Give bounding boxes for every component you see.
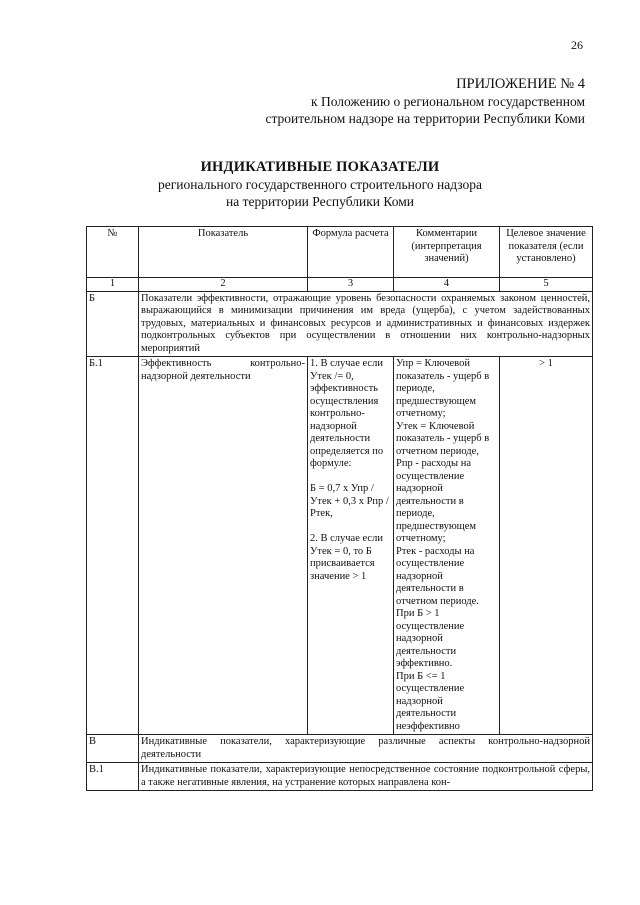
- title-heading: ИНДИКАТИВНЫЕ ПОКАЗАТЕЛИ: [200, 159, 440, 175]
- row-number: В.1: [87, 763, 139, 791]
- header-target: Целевое значение показателя (если установлено): [500, 227, 593, 278]
- row-section-text: Индикативные показатели, характеризующие различные аспекты контрольно-надзорной деятельности: [139, 735, 593, 763]
- row-section-text: Показатели эффективности, отражающие уровень безопасности охраняемых законом ценностей, выражающийся в минимизации причинения им вреда (ущерба), с учетом задействованных трудовых, материальных и финансовых ресурсов и административных и финансовых издержек подконтрольных субъектов при осуществлении в отношении них контрольно-надзорных мероприятий: [139, 291, 593, 357]
- table-row: [87, 763, 593, 791]
- header-formula: Формула расчета: [308, 227, 394, 278]
- row-number: Б: [87, 291, 139, 357]
- table-row: [87, 735, 593, 763]
- header-number: №: [87, 227, 139, 278]
- title-line-2: на территории Республики Коми: [226, 194, 414, 209]
- appendix-line-1: к Положению о региональном государственном: [311, 94, 585, 109]
- title-line-1: регионального государственного строительного надзора: [158, 177, 482, 192]
- column-number-row: [87, 278, 593, 292]
- document-title: [0, 159, 640, 210]
- row-comment: Упр = Ключевой показатель - ущерб в периоде, предшествующем отчетному; Утек = Ключевой показатель - ущерб в отчетном периоде, Рпр - расходы на осуществление надзорной деятельности в периоде, предшествующем отчетному; Ртек - расходы на осуществление надзорной деятельности в отчетном периоде. При Б > 1 осуществление надзорной деятельности эффективно. При Б <= 1 осуществление надзорной деятельности неэффективно: [394, 357, 500, 735]
- table-row: [87, 357, 593, 735]
- table-row: [87, 291, 593, 357]
- row-number: Б.1: [87, 357, 139, 735]
- row-indicator: Эффективность контрольно-надзорной деятельности: [139, 357, 308, 735]
- table-header-row: [87, 227, 593, 278]
- row-target: > 1: [500, 357, 593, 735]
- column-number: 5: [500, 278, 593, 292]
- header-comment: Комментарии (интерпретация значений): [394, 227, 500, 278]
- appendix-line-2: строительном надзоре на территории Республики Коми: [265, 111, 585, 126]
- column-number: 1: [87, 278, 139, 292]
- column-number: 3: [308, 278, 394, 292]
- appendix-header: [265, 76, 585, 127]
- row-formula: 1. В случае если Утек /= 0, эффективность осуществления контрольно-надзорной деятельности определяется по формуле: Б = 0,7 х Упр / Утек + 0,3 х Рпр / Ртек, 2. В случае если Утек = 0, то Б присваивается значение > 1: [308, 357, 394, 735]
- column-number: 2: [139, 278, 308, 292]
- indicators-table: [86, 226, 593, 791]
- header-indicator: Показатель: [139, 227, 308, 278]
- row-section-text: Индикативные показатели, характеризующие непосредственное состояние подконтрольной сферы, а также негативные явления, на устранение которых направлена кон-: [139, 763, 593, 791]
- appendix-title: ПРИЛОЖЕНИЕ № 4: [456, 76, 585, 92]
- page-number: 26: [571, 38, 583, 52]
- row-number: В: [87, 735, 139, 763]
- column-number: 4: [394, 278, 500, 292]
